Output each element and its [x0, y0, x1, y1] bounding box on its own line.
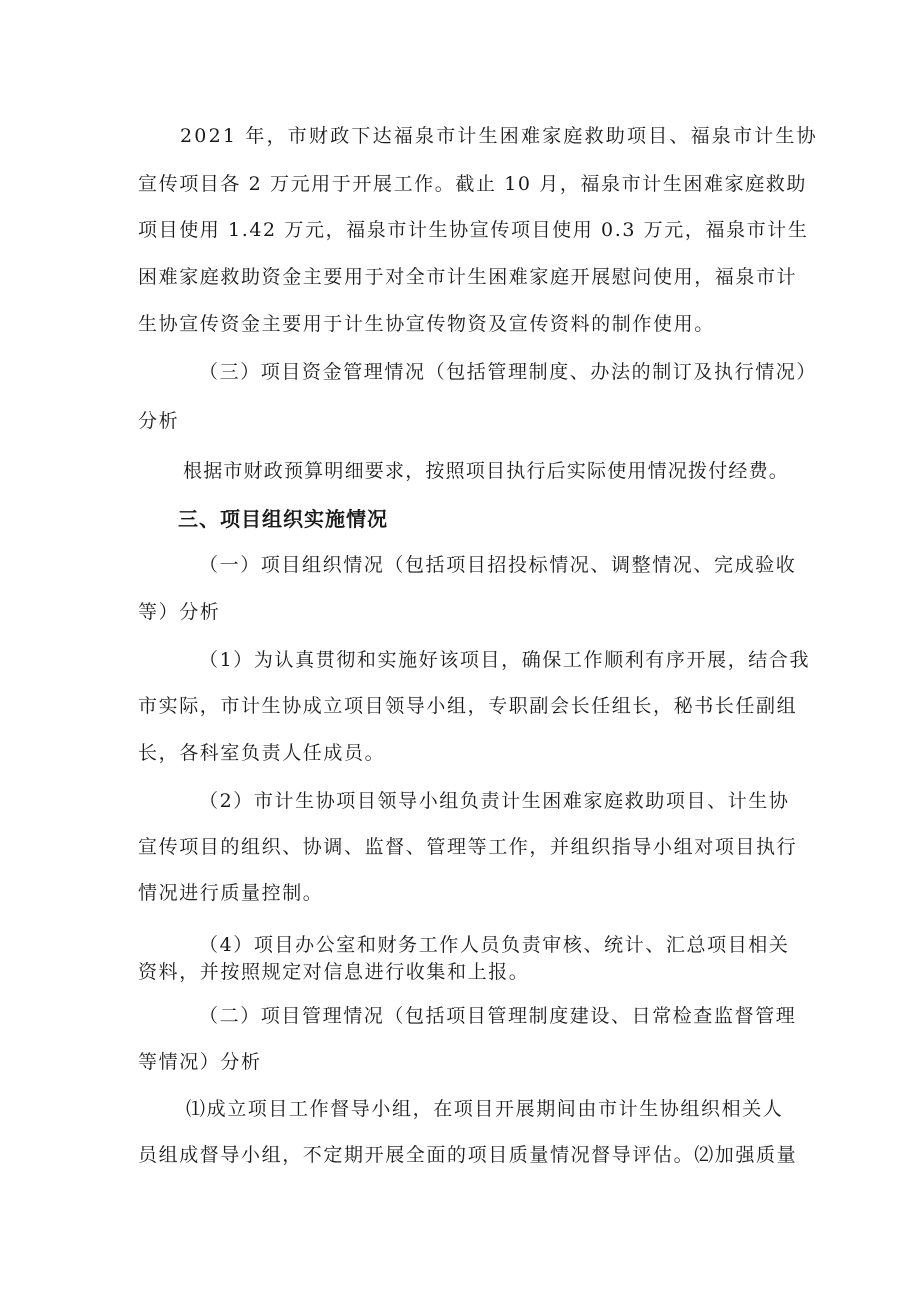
- paragraph-line: 根据市财政预算明细要求，按照项目执行后实际使用情况拨付经费。: [183, 460, 790, 482]
- chapter-heading: 三、项目组织实施情况: [178, 507, 388, 531]
- paragraph-line: 项目使用 1.42 万元，福泉市计生协宣传项目使用 0.3 万元，福泉市计生: [138, 219, 809, 241]
- paragraph-line: 市实际，市计生协成立项目领导小组，专职副会长任组长，秘书长任副组: [138, 695, 798, 717]
- section-heading: 等）分析: [138, 601, 221, 623]
- paragraph-line: 生协宣传资金主要用于计生协宣传物资及宣传资料的制作使用。: [138, 313, 715, 335]
- paragraph-line: 资料，并按照规定对信息进行收集和上报。: [138, 961, 530, 983]
- paragraph-line: 宣传项目各 2 万元用于开展工作。截止 10 月，福泉市计生困难家庭救助: [138, 173, 808, 195]
- paragraph-line: 长，各科室负责人任成员。: [138, 742, 386, 764]
- paragraph-line: 宣传项目的组织、协调、监督、管理等工作，并组织指导小组对项目执行: [138, 836, 798, 858]
- paragraph-line: 员组成督导小组，不定期开展全面的项目质量情况督导评估。⑵加强质量: [138, 1144, 798, 1166]
- paragraph-line: （4）项目办公室和财务工作人员负责审核、统计、汇总项目相关: [199, 934, 790, 956]
- paragraph-line: 2021 年，市财政下达福泉市计生困难家庭救助项目、福泉市计生协: [180, 125, 818, 147]
- paragraph-line: 情况进行质量控制。: [138, 882, 324, 904]
- paragraph-line: （2）市计生协项目领导小组负责计生困难家庭救助项目、计生协: [199, 790, 790, 812]
- paragraph-line: 困难家庭救助资金主要用于对全市计生困难家庭开展慰问使用，福泉市计: [138, 266, 798, 288]
- paragraph-line: ⑴成立项目工作督导小组，在项目开展期间由市计生协组织相关人: [186, 1098, 784, 1120]
- section-heading: 分析: [138, 410, 180, 432]
- section-heading: （一）项目组织情况（包括项目招投标情况、调整情况、完成验收: [199, 554, 797, 576]
- paragraph-line: （1）为认真贯彻和实施好该项目，确保工作顺利有序开展，结合我: [199, 649, 811, 671]
- section-heading: 等情况）分析: [138, 1051, 262, 1073]
- section-heading: （二）项目管理情况（包括项目管理制度建设、日常检查监督管理: [199, 1005, 797, 1027]
- section-heading: （三）项目资金管理情况（包括管理制度、办法的制订及执行情况）: [199, 361, 818, 383]
